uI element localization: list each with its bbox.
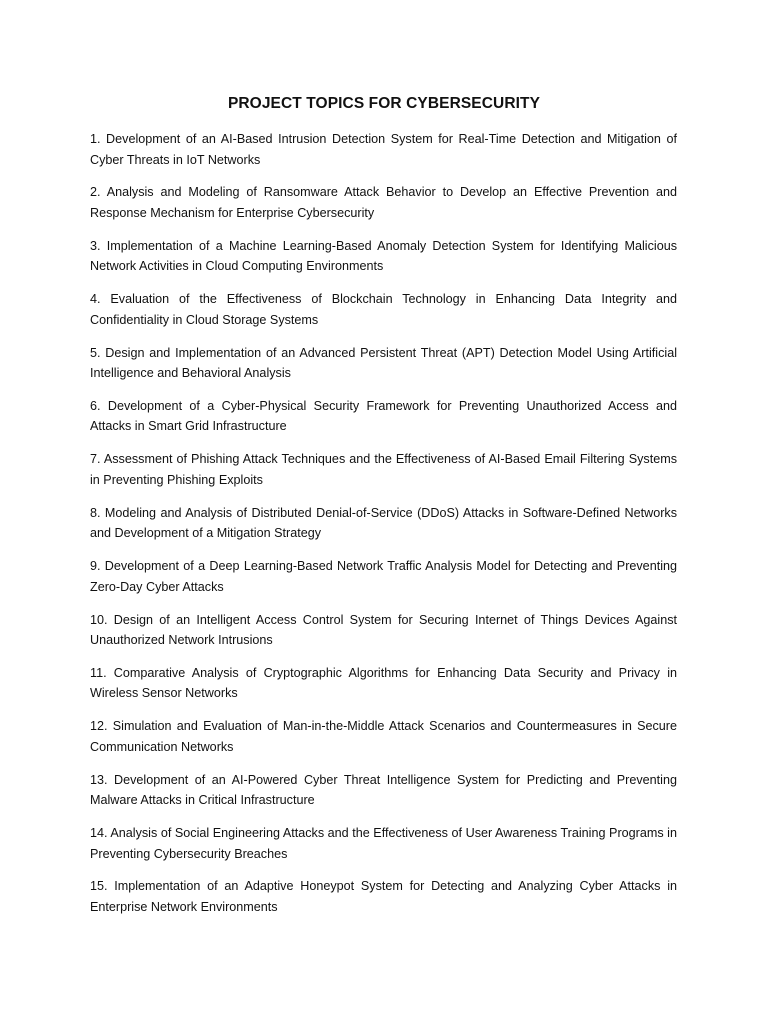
topic-item-9: 9. Development of a Deep Learning-Based Network Traffic Analysis Model for Detecting and Preventing Zero-Day Cyber Attacks (90, 559, 677, 594)
topic-item-7: 7. Assessment of Phishing Attack Techniques and the Effectiveness of AI-Based Email Filtering Systems in Preventing Phishing Exploits (90, 452, 677, 487)
page-title: PROJECT TOPICS FOR CYBERSECURITY (227, 95, 541, 112)
topic-item-10: 10. Design of an Intelligent Access Control System for Securing Internet of Things Devices Against Unauthorized Network Intrusions (90, 612, 677, 648)
topic-item-14: 14. Analysis of Social Engineering Attacks and the Effectiveness of User Awareness Training Programs in Preventing Cybersecurity Breaches (90, 826, 677, 861)
topic-item-5: 5. Design and Implementation of an Advanced Persistent Threat (APT) Detection Model Using Artificial Intelligence and Behavioral Analysis (90, 345, 677, 381)
topic-item-4: 4. Evaluation of the Effectiveness of Blockchain Technology in Enhancing Data Integrity and Confidentiality in Cloud Storage Systems (90, 292, 677, 327)
topic-item-11: 11. Comparative Analysis of Cryptographic Algorithms for Enhancing Data Security and Privacy in Wireless Sensor Networks (90, 665, 677, 701)
topic-item-12: 12. Simulation and Evaluation of Man-in-the-Middle Attack Scenarios and Countermeasures in Secure Communication Networks (90, 719, 677, 754)
topic-item-1: 1. Development of an AI-Based Intrusion Detection System for Real-Time Detection and Mitigation of Cyber Threats in IoT Networks (90, 132, 677, 167)
topic-item-8: 8. Modeling and Analysis of Distributed Denial-of-Service (DDoS) Attacks in Software-Defined Networks and Development of a Mitigation Strategy (90, 505, 677, 541)
topic-item-6: 6. Development of a Cyber-Physical Security Framework for Preventing Unauthorized Access and Attacks in Smart Grid Infrastructure (90, 398, 677, 434)
topic-list (90, 129, 677, 930)
topic-item-2: 2. Analysis and Modeling of Ransomware Attack Behavior to Develop an Effective Prevention and Response Mechanism for Enterprise Cybersecurity (90, 185, 677, 220)
topic-item-15: 15. Implementation of an Adaptive Honeypot System for Detecting and Analyzing Cyber Attacks in Enterprise Network Environments (90, 879, 677, 914)
topic-item-13: 13. Development of an AI-Powered Cyber Threat Intelligence System for Predicting and Preventing Malware Attacks in Critical Infrastructure (90, 772, 677, 808)
topic-item-3: 3. Implementation of a Machine Learning-Based Anomaly Detection System for Identifying Malicious Network Activities in Cloud Computing Environments (90, 238, 677, 274)
